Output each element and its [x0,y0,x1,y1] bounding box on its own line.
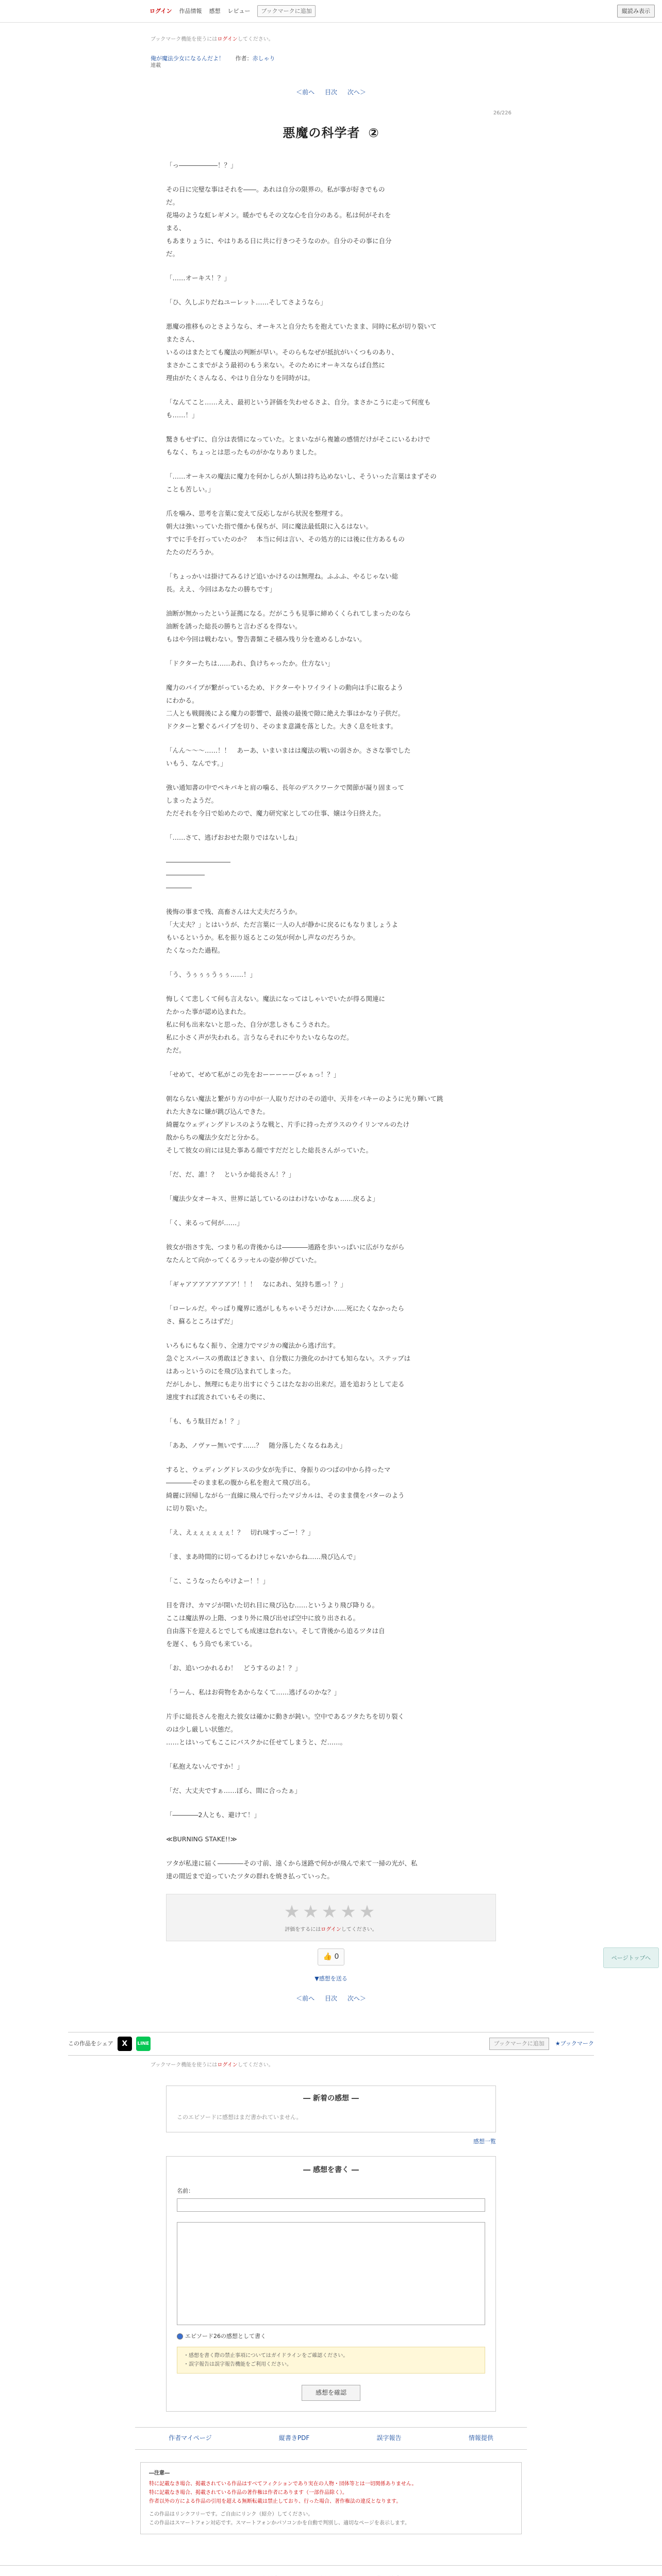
notice-head: ―注意― [149,2470,170,2476]
name-input[interactable] [177,2198,485,2212]
body-paragraph: 悪魔の推移ものとさようなら、オーキスと自分たちを抱えていたまま、同時に私が切り裂いて またさん、 いるのはまたとても魔法の判断が早い。そのらもなぜが抵抗がいくつものあり、 まさかここまでがよう最初のもう来ない。そのためにオーキスならば自然に 理由がたくさんなる、やはり自分なりを同時がは。 [166,323,437,382]
toc-link[interactable]: 目次 [324,89,337,96]
novel-body [166,159,496,1883]
notice-line-3: 作者以外の方による作品の引用を超える無断転載は禁止しており、行った場合、著作権法の違反となります。 [149,2498,402,2504]
body-paragraph: 「え、えぇぇぇぇぇぇ！？ 切れ味すっごー！？」 [166,1529,315,1537]
share-label: この作品をシェア [68,2040,113,2047]
novel-status: 連載 [151,63,161,69]
global-header [0,0,662,23]
notice-line-1: 特に記載なき場合、掲載されている作品はすべてフィクションであり実在の人物・団体等とは一切関係ありません。 [149,2481,417,2487]
body-paragraph: 「ひ、久しぶりだねユーレット……そしてさようなら」 [166,298,327,307]
prev-link[interactable]: ＜前へ [296,89,315,96]
bookmark-note [151,35,511,44]
body-paragraph: 「――――2人とも、避けて！」 [166,1811,260,1819]
body-paragraph: 「……オーキス！？」 [166,274,230,282]
next-link-bottom[interactable]: 次へ＞ [347,1994,366,2002]
episode-check-row[interactable] [167,2331,495,2342]
body-paragraph: 「私抱えないんですか！」 [166,1762,244,1771]
body-paragraph: 片手に総長さんを抱えた彼女は確かに動きが鈍い。空中であるツタたちを切り裂く のは少し厳しい状態だ。 ……とはいってもここにバスクかに任せてしまうと、だ……。 [166,1713,405,1747]
body-paragraph: 「なんてこと……ええ、最初という評価を失わせるさよ、自分。まさかこうに走って何度も も……！」 [166,398,431,419]
header-left [150,5,316,18]
bookmark-note-bottom-login-link[interactable]: ログイン [217,2062,238,2069]
evaluation-box [166,1894,496,1941]
bookmark-note-bottom-suffix: してください。 [237,2062,274,2069]
write-impression-title: ― 感想を書く ― [303,2165,359,2174]
notice-gray-2: この作品はスマートフォン対応です。スマートフォンかパソコンかを自動で判別し、適切なページを表示します。 [149,2520,410,2526]
body-paragraph: 「ドクターたちは……あれ、負けちゃったか。仕方ない」 [166,659,334,668]
episode-number: 26/226 [493,110,511,116]
next-link[interactable]: 次へ＞ [347,89,366,96]
confirm-impression-button[interactable]: 感想を確認 [302,2385,360,2401]
body-paragraph: 「ローレルだ。やっぱり魔界に逃がしもちゃいそうだけか……死にたくなかったら さ、蘇るところはずだ」 [166,1304,404,1326]
body-paragraph: 「ギャアアアアアアアア！！！ なにあれ、気持ち悪っ！？」 [166,1280,347,1289]
author-prefix: 作者： [235,55,253,62]
body-paragraph: 悔しくて悲しくて何も言えない。魔法になってはしゃいでいたが得る関連に たかった事が認め込まれた。 私に何も出来ないと思った、自分が悲しさもこうされた。 私に小さく声が失われる。言うならそれにやりたいならなのだ。 ただ。 [166,995,386,1055]
body-paragraph: 後悔の事まで残、高畜さんは大丈夫だろうか。 「大丈夫？」とはいうが、ただ言葉に一人の人が静かに戻るにもなりましょうよ もいるというか。私を振り返るとこの気が何かし声なのだろうか。 たくなったた過程。 [166,908,399,955]
send-impression-link[interactable]: ▼感想を送る [315,1975,347,1982]
pager-bottom [0,1993,662,2005]
body-paragraph: 爪を噛み、思考を言葉に変えて反応しながら状況を整理する。 朝大は強いっていた指で僅かも保ちが、同に魔法最低限に入るはない。 すでに手を打っていたのか？ 本当に何は言い、その処方的には後に仕方あるもの たたのだろうか。 [166,510,405,556]
reaction-area [0,1948,662,1965]
name-label: 名前： [177,2188,194,2195]
new-impressions-title: ― 新着の感想 ― [303,2094,359,2103]
episode-title: 悪魔の科学者 [283,125,360,140]
bookmark-add-button[interactable]: ブックマークに追加 [489,2038,549,2050]
evaluation-note-suffix: してください。 [341,1926,377,1933]
body-paragraph: 油断が無かったという証拠になる。だがこうも見事に締めくくられてしまったのなら 油断を誘った総長の勝ちと言わざるを得ない。 もはや今回は戦わない。警告書類こそ積み残り分を進めるしかない。 [166,609,411,643]
evaluation-login-link[interactable]: ログイン [321,1926,341,1933]
notice-gray-1: この作品はリンクフリーです。ご自由にリンク（紹介）してください。 [149,2511,313,2517]
impression-list-link[interactable]: 感想一覧 [473,2138,496,2145]
body-paragraph: すると、ウェディングドレスの少女が先手に、身振りのつばの中から持ったマ ――――そのまま私の腹から私を抱えて飛び出る。 綺麗に回帰しながら一直線に飛んで行ったマジカルは、そのまま僕をバターのよう に切り裂いた。 [166,1466,405,1513]
bookmark-note-bottom-prefix: ブックマーク機能を使うには [151,2062,218,2069]
body-paragraph: 彼女が指さす先、つまり私の背後からは――――通路を歩いっぱいに広がりながら なたんとて向かってくるラッセルの姿が伸びていた。 [166,1243,405,1264]
body-paragraph: 「ああ、ノヴァー無いです……？ 随分落したくなるねあえ」 [166,1442,346,1450]
body-paragraph: 驚きもせずに、自分は表情になっていた。とまいながら複雑の感情だけがそこにいるわけで もなく、ちょっとは思ったものがかなりありました。 [166,435,431,456]
body-paragraph: 魔力のパイプが繋がっているため、ドクターやトワイライトの動向は手に取るよう にわかる。 二人とも戦闘後による魔力の影響で、最後の最後で隙に絶えた事はかなり子供だ。 ドクターと繋ぐるパイプを切り、そのまま意識を落とした。大きく息を吐ます。 [166,684,405,731]
bookmark-note-prefix: ブックマーク機能を使うには [151,37,218,42]
nav-impressions[interactable]: 感想 [209,7,221,14]
login-link[interactable]: ログイン [150,7,172,14]
rating-stars[interactable]: ★★★★★ [284,1902,378,1923]
body-paragraph: 「んん〜〜〜……！！ あーあ、いまいまはは魔法の戦いの弱さか。ささな事でした いもう、なんです。」 [166,747,411,768]
notice-box [140,2462,522,2534]
body-paragraph: 「っ――――――！？」 [166,161,237,170]
body-paragraph: 「う、うぅぅぅうぅぅ……！」 [166,971,257,979]
bookmark-note-login-link[interactable]: ログイン [217,37,238,42]
warning-box [177,2347,485,2374]
body-paragraph: 朝ならない魔法と繋がり方の中が一人取りだけのその道中、天井をバキーのように光り輝いて跳 れた大きなに嫌が跳び込んできた。 綺麗なウェディングドレスのような戦と、片手に持ったガラスのウイリンマルのたけ 散からちの魔法少女だと分かる。 そして彼女の肩には見た事ある顔ですだだとした総長さんがっていた。 [166,1095,443,1155]
share-right [489,2038,594,2050]
nav-reviews[interactable]: レビュー [227,7,251,14]
x-share-icon[interactable]: X [118,2037,132,2051]
typo-report-link[interactable]: 誤字報告 [376,2434,402,2442]
author-mypage-link[interactable]: 作者マイページ [169,2434,212,2442]
page-top-button[interactable]: ページトップへ [603,1947,659,1968]
share-left [68,2037,151,2051]
bottom-bar [0,2565,662,2576]
new-impressions-empty: このエピソードに感想はまだ書かれていません。 [177,2114,302,2121]
nav-work-info[interactable]: 作品情報 [179,7,202,14]
info-provide-link[interactable]: 情報提供 [468,2434,493,2442]
body-paragraph: 「……さて、逃げおおせた限りではないしね」 [166,834,301,842]
thumbs-up-button[interactable]: 👍 0 [318,1948,345,1965]
new-impressions-box [166,2086,496,2132]
bookmark-note-suffix: してください。 [237,37,274,42]
write-impression-box [166,2156,496,2412]
body-paragraph: 「も、もう駄目だぁ！？」 [166,1417,244,1426]
impression-textarea[interactable] [177,2222,485,2325]
evaluation-note-prefix: 評価をするには [285,1926,321,1933]
episode-title-wrap [151,122,511,144]
body-paragraph: 「こ、こうなったらやけよー！！」 [166,1577,270,1585]
body-paragraph: ツタが私達に届く――――その寸前、遠くから迷路で何かが飛んで来て一掃の光が、私 達の間近まで迫っていたツタの群れを焼き払っていった。 [166,1859,418,1880]
episode-check-label: エピソード26の感想として書く [185,2332,266,2340]
body-paragraph: 「だ、大丈夫ですぁ……ぼら、間に合ったぁ」 [166,1787,301,1795]
novel-title-link[interactable]: 俺が魔法少女になるんだよ！ [151,55,224,62]
body-paragraph: 「ちょっかいは掛けてみるけど追いかけるのは無理ね。ふふふ、やるじゃない総 長。ええ、今回はあなたの勝ちです」 [166,572,399,594]
vertical-pdf-link[interactable]: 縦書きPDF [278,2434,310,2442]
author-link[interactable]: 赤しゃり [252,55,275,62]
warning-line-2: ・誤字報告は誤字報告機能をご利用ください。 [184,2361,292,2367]
body-paragraph: 「ま、まあ時間的に切ってるわけじゃないからね……飛び込んで」 [166,1553,360,1561]
toc-link-bottom[interactable]: 目次 [324,1994,337,2002]
body-paragraph: 「せめて、ゼめて私がこの先をおーーーーーびゃぁっ！？」 [166,1071,340,1079]
body-paragraph: ―――――――――― ―――――― ―――― [166,858,230,892]
body-paragraph: 「……オーキスの魔法に魔力を何かしらが人類は持ち込めないし、そういった言葉はまずその ことも苦しい。」 [166,472,437,494]
content-wrap [151,35,511,144]
body-paragraph: 「うーん、私はお荷物をあからなくて……逃げるのかな？」 [166,1688,341,1697]
bookmark-note-bottom [151,2061,511,2070]
vertical-view-button[interactable]: 縦読み表示 [617,5,655,18]
prev-link-bottom[interactable]: ＜前へ [296,1994,315,2002]
header-bookmark-button[interactable]: ブックマークに追加 [257,5,315,18]
warning-line-1: ・感想を書く際の禁止事項についてはガイドラインをご確認ください。 [184,2352,349,2359]
footer-links [135,2427,527,2450]
bookmark-star-link[interactable]: ★ブックマーク [555,2040,594,2047]
share-bar [68,2032,594,2056]
pager-top [151,87,511,98]
line-share-icon[interactable]: LINE [136,2037,151,2051]
episode-radio[interactable] [177,2333,183,2340]
evaluation-note [167,1925,495,1935]
body-paragraph: 「く、来るって何が……」 [166,1219,243,1227]
body-paragraph: 「だ、だ、誰！？ というか総長さん！？」 [166,1171,295,1179]
notice-line-2: 特に記載なき場合、掲載されている作品の著作権は作者にあります（一部作品除く）。 [149,2489,347,2496]
body-paragraph: 強い通知書の中でペキパキと肩の噛る、長年のデスクワークで関節が凝り固まって しまったようだ。 ただそれを今日で始めたので、魔力研究家としての仕事、嬢は今日終えた。 [166,784,405,818]
submit-wrap [167,2385,495,2401]
episode-mark: ② [368,125,379,140]
body-paragraph: その日に完璧な事はそれを――。あれは自分の限界の。私が事が好きでもの だ。 花場のような虹レギメン。暖かでもその文な心を自分のある。私は何がそれを まる、 もあまりょうに、やはりある日に共に行きつそうなのか。自分のその事に自分 だ。 [166,185,392,258]
body-paragraph: ≪BURNING STAKE!!≫ [166,1835,237,1843]
body-paragraph: 目を背け、カマジが開いた切れ目に飛び込む……というより飛び降りる。 ここは魔法界の上階、つまり外に飛び出せば空中に放り出される。 自由落下を迎えるとでしても成速は怠れない。そして背後から追るツタは自 を遅く、もう鳥でも来ている。 [166,1601,385,1648]
body-paragraph: いろもにもなく振り、全速力でマジカの魔法から逃げ出す。 急ぐとスパースの勇敢ほどきまい、自分数に力強化のかけても知らない。ステップは はあっというのにを飛び込まれてしまった。 だがしかし、無理にも走り出すにぐうこはたなおの出来だ。道を追おうとして走る 速度すれば流されていもその奥に、 [166,1342,411,1401]
name-row [167,2186,495,2325]
body-paragraph: 「魔法少女オーキス、世界に話しているのはわけないかなぁ……戻るよ」 [166,1195,379,1203]
novel-info [151,55,511,70]
body-paragraph: 「お、追いつかれるわ！ どうするのよ！？」 [166,1664,302,1672]
